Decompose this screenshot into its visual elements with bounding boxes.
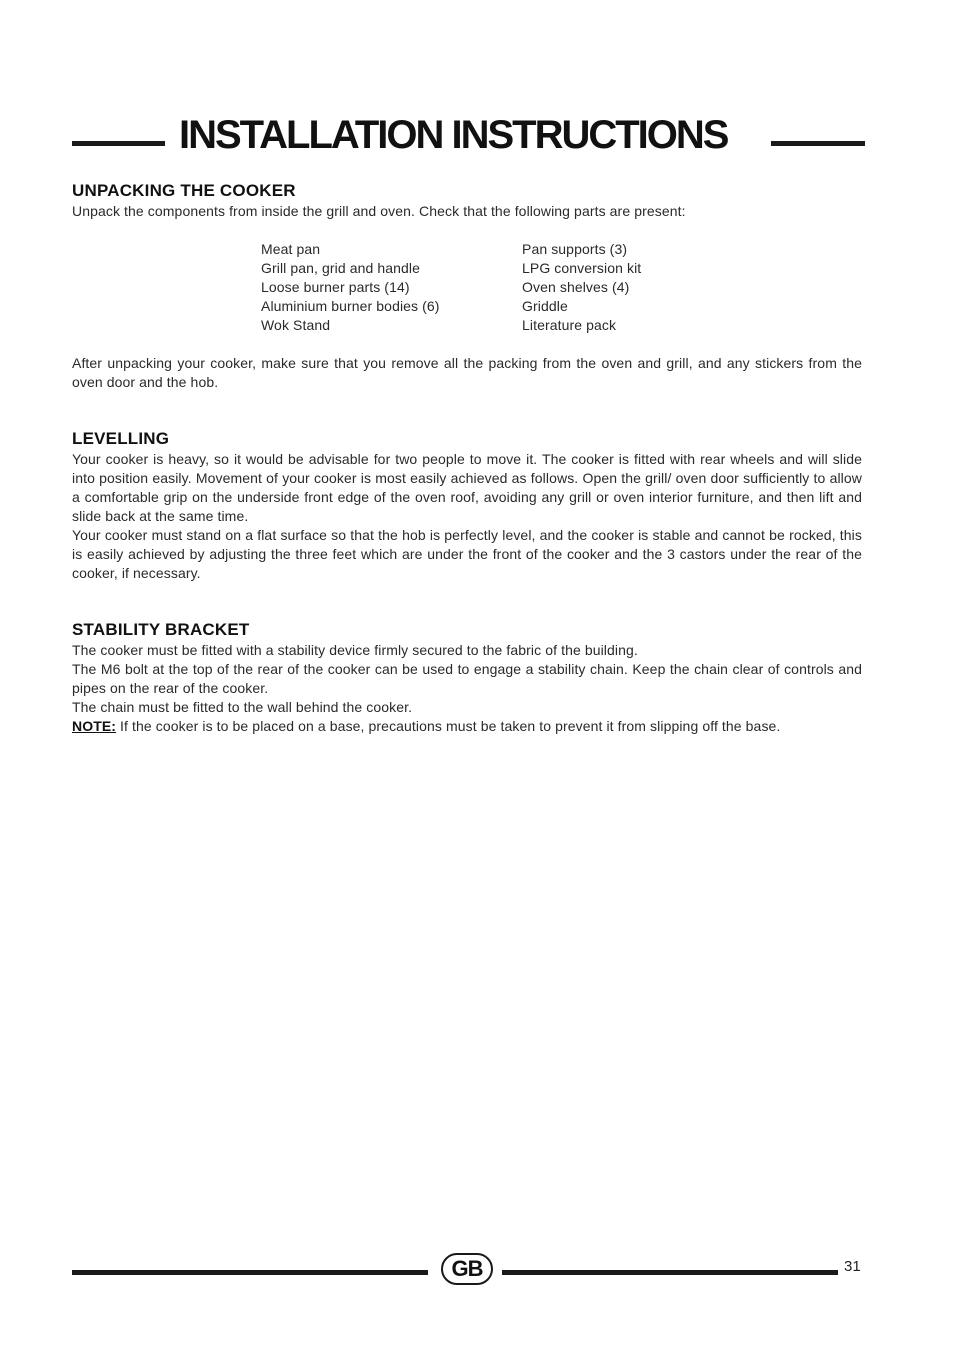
list-item: Wok Stand	[261, 317, 331, 333]
parts-list-left	[261, 240, 522, 335]
note-label: NOTE:	[72, 718, 117, 734]
stability-paragraph-2: The M6 bolt at the top of the rear of the cooker can be used to engage a stability chain. Keep the chain clear of controls and pipes on the rear of the cooker.	[72, 661, 862, 696]
unpacking-intro: Unpack the components from inside the grill and oven. Check that the following parts are present:	[72, 203, 686, 219]
section-spacer	[72, 392, 862, 428]
list-item: Pan supports (3)	[522, 241, 628, 257]
list-item: Literature pack	[522, 317, 617, 333]
page-footer	[72, 1250, 865, 1290]
footer-rule-left	[72, 1270, 428, 1275]
section-heading-stability: STABILITY BRACKET	[72, 620, 250, 639]
list-item: Loose burner parts (14)	[261, 279, 410, 295]
footer-rule-right	[502, 1270, 838, 1275]
list-item: Aluminium burner bodies (6)	[261, 298, 440, 314]
stability-paragraph-1: The cooker must be fitted with a stability device firmly secured to the fabric of the building.	[72, 642, 638, 658]
page-number: 31	[844, 1258, 861, 1275]
gb-language-badge: GB	[441, 1253, 493, 1285]
page-title: INSTALLATION INSTRUCTIONS	[179, 113, 728, 157]
section-heading-unpacking: UNPACKING THE COOKER	[72, 181, 296, 200]
list-item: Griddle	[522, 298, 568, 314]
list-item: Grill pan, grid and handle	[261, 260, 421, 276]
unpacking-after-text: After unpacking your cooker, make sure that you remove all the packing from the oven and grill, and any stickers from the oven door and the hob.	[72, 355, 862, 390]
stability-note	[72, 717, 862, 736]
section-unpacking	[72, 180, 862, 392]
page-content	[72, 180, 862, 736]
section-stability-bracket	[72, 619, 862, 736]
header-rule-left	[72, 141, 165, 146]
list-item: Meat pan	[261, 241, 321, 257]
levelling-paragraph-2: Your cooker must stand on a flat surface so that the hob is perfectly level, and the cooker is stable and cannot be rocked, this is easily achieved by adjusting the three feet which are under the front of the cooker and the 3 castors under the rear of the cooker, if necessary.	[72, 527, 862, 581]
parts-list	[261, 240, 862, 335]
section-levelling	[72, 428, 862, 583]
header-rule-right	[771, 141, 865, 146]
levelling-paragraph-1: Your cooker is heavy, so it would be advisable for two people to move it. The cooker is fitted with rear wheels and will slide into position easily. Movement of your cooker is most easily achieved as follows. Open the grill/ oven door sufficiently to allow a comfortable grip on the underside front edge of the oven roof, avoiding any grill or oven interior furniture, and then lift and slide back at the same time.	[72, 451, 862, 524]
section-heading-levelling: LEVELLING	[72, 429, 170, 448]
list-item: LPG conversion kit	[522, 260, 642, 276]
parts-list-right	[522, 240, 641, 335]
page-header	[72, 112, 865, 162]
note-text: If the cooker is to be placed on a base, precautions must be taken to prevent it from slipping off the base.	[116, 718, 781, 734]
stability-paragraph-3: The chain must be fitted to the wall behind the cooker.	[72, 699, 413, 715]
section-spacer	[72, 583, 862, 619]
list-item: Oven shelves (4)	[522, 279, 630, 295]
